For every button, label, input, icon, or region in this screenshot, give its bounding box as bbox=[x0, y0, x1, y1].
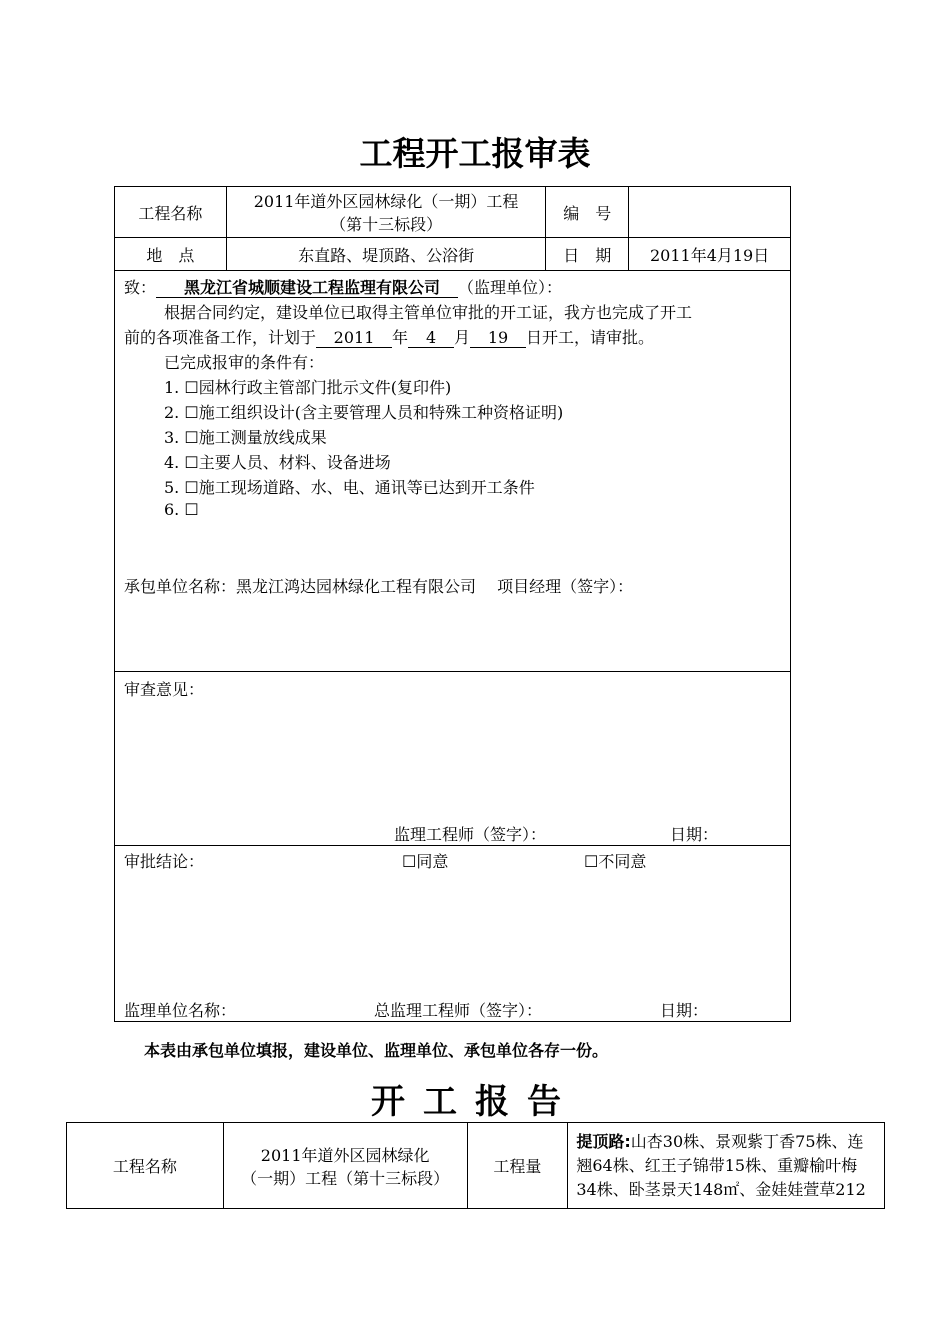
report-project-line1: 2011年道外区园林绿化 bbox=[260, 1145, 430, 1165]
approval-section bbox=[115, 846, 791, 1022]
quantity-label: 工程量 bbox=[467, 1123, 568, 1209]
approval-form-table bbox=[114, 186, 791, 1022]
report-project-line2: （一期）工程（第十三标段） bbox=[241, 1168, 450, 1188]
condition-item[interactable]: 1. ☐园林行政主管部门批示文件(复印件) bbox=[164, 378, 452, 397]
month-unit: 月 bbox=[454, 328, 471, 347]
project-name-label: 工程名称 bbox=[115, 187, 227, 238]
paragraph-line1: 根据合同约定，建设单位已取得主管单位审批的开工证，我方也完成了开工 bbox=[164, 303, 693, 322]
plan-suffix: 日开工，请审批。 bbox=[526, 328, 655, 347]
report-project-name-value bbox=[223, 1123, 467, 1209]
supervision-unit-label: 监理单位名称： bbox=[124, 1001, 237, 1020]
condition-item[interactable]: 5. ☐施工现场道路、水、电、通讯等已达到开工条件 bbox=[164, 478, 535, 497]
condition-item[interactable]: 2. ☐施工组织设计(含主要管理人员和特殊工种资格证明) bbox=[164, 403, 564, 422]
conditions-heading: 已完成报审的条件有： bbox=[164, 353, 325, 372]
to-suffix: （监理单位）： bbox=[458, 278, 563, 297]
year-unit: 年 bbox=[392, 328, 409, 347]
condition-item[interactable]: 4. ☐主要人员、材料、设备进场 bbox=[164, 453, 391, 472]
agree-checkbox[interactable]: ☐同意 bbox=[402, 852, 449, 871]
disagree-checkbox[interactable]: ☐不同意 bbox=[584, 852, 647, 871]
review-section bbox=[115, 672, 791, 846]
plan-prefix: 前的各项准备工作，计划于 bbox=[124, 328, 317, 347]
project-name-line2: （第十三标段） bbox=[330, 215, 443, 234]
plan-month: 4 bbox=[408, 329, 454, 348]
plan-year: 2011 bbox=[316, 329, 392, 348]
addressee-line bbox=[124, 275, 562, 298]
report-project-name-label: 工程名称 bbox=[67, 1123, 224, 1209]
form-title: 工程开工报审表 bbox=[359, 134, 591, 173]
location-value: 东直路、堤顶路、公浴街 bbox=[226, 238, 545, 271]
quantity-road: 提顶路: bbox=[576, 1131, 631, 1151]
supervisor-sign: 监理工程师（签字）： bbox=[394, 825, 547, 844]
plan-day: 19 bbox=[470, 329, 526, 348]
project-name-value bbox=[226, 187, 545, 238]
report-title: 开工报告 bbox=[371, 1082, 579, 1122]
form-note: 本表由承包单位填报，建设单位、监理单位、承包单位各存一份。 bbox=[144, 1041, 609, 1060]
application-section bbox=[115, 271, 791, 672]
quantity-text: 山杏30株、景观紫丁香75株、连翘64株、红王子锦带15株、重瓣榆叶梅34株、卧茎景天148㎡、金娃娃萱草212 bbox=[576, 1131, 866, 1199]
number-label: 编 号 bbox=[546, 187, 629, 238]
location-label: 地 点 bbox=[115, 238, 227, 271]
condition-item[interactable]: 3. ☐施工测量放线成果 bbox=[164, 428, 327, 447]
project-name-line1: 2011年道外区园林绿化（一期）工程 bbox=[253, 192, 519, 211]
date-value: 2011年4月19日 bbox=[629, 238, 791, 271]
to-prefix: 致： bbox=[124, 278, 157, 297]
paragraph-line2 bbox=[124, 325, 654, 348]
condition-item[interactable]: 6. ☐ bbox=[164, 500, 199, 519]
approval-date-label: 日期： bbox=[660, 1001, 709, 1020]
date-label: 日 期 bbox=[546, 238, 629, 271]
approval-label: 审批结论： bbox=[124, 852, 205, 871]
review-label: 审查意见： bbox=[124, 680, 205, 699]
review-date-label: 日期： bbox=[670, 825, 719, 844]
quantity-value bbox=[568, 1123, 885, 1209]
number-value bbox=[629, 187, 791, 238]
contractor-line: 承包单位名称：黑龙江鸿达园林绿化工程有限公司 项目经理（签字）： bbox=[124, 577, 634, 596]
supervision-company: 黑龙江省城顺建设工程监理有限公司 bbox=[156, 279, 458, 298]
chief-supervisor-sign: 总监理工程师（签字）： bbox=[374, 1001, 543, 1020]
start-report-table bbox=[66, 1122, 885, 1209]
